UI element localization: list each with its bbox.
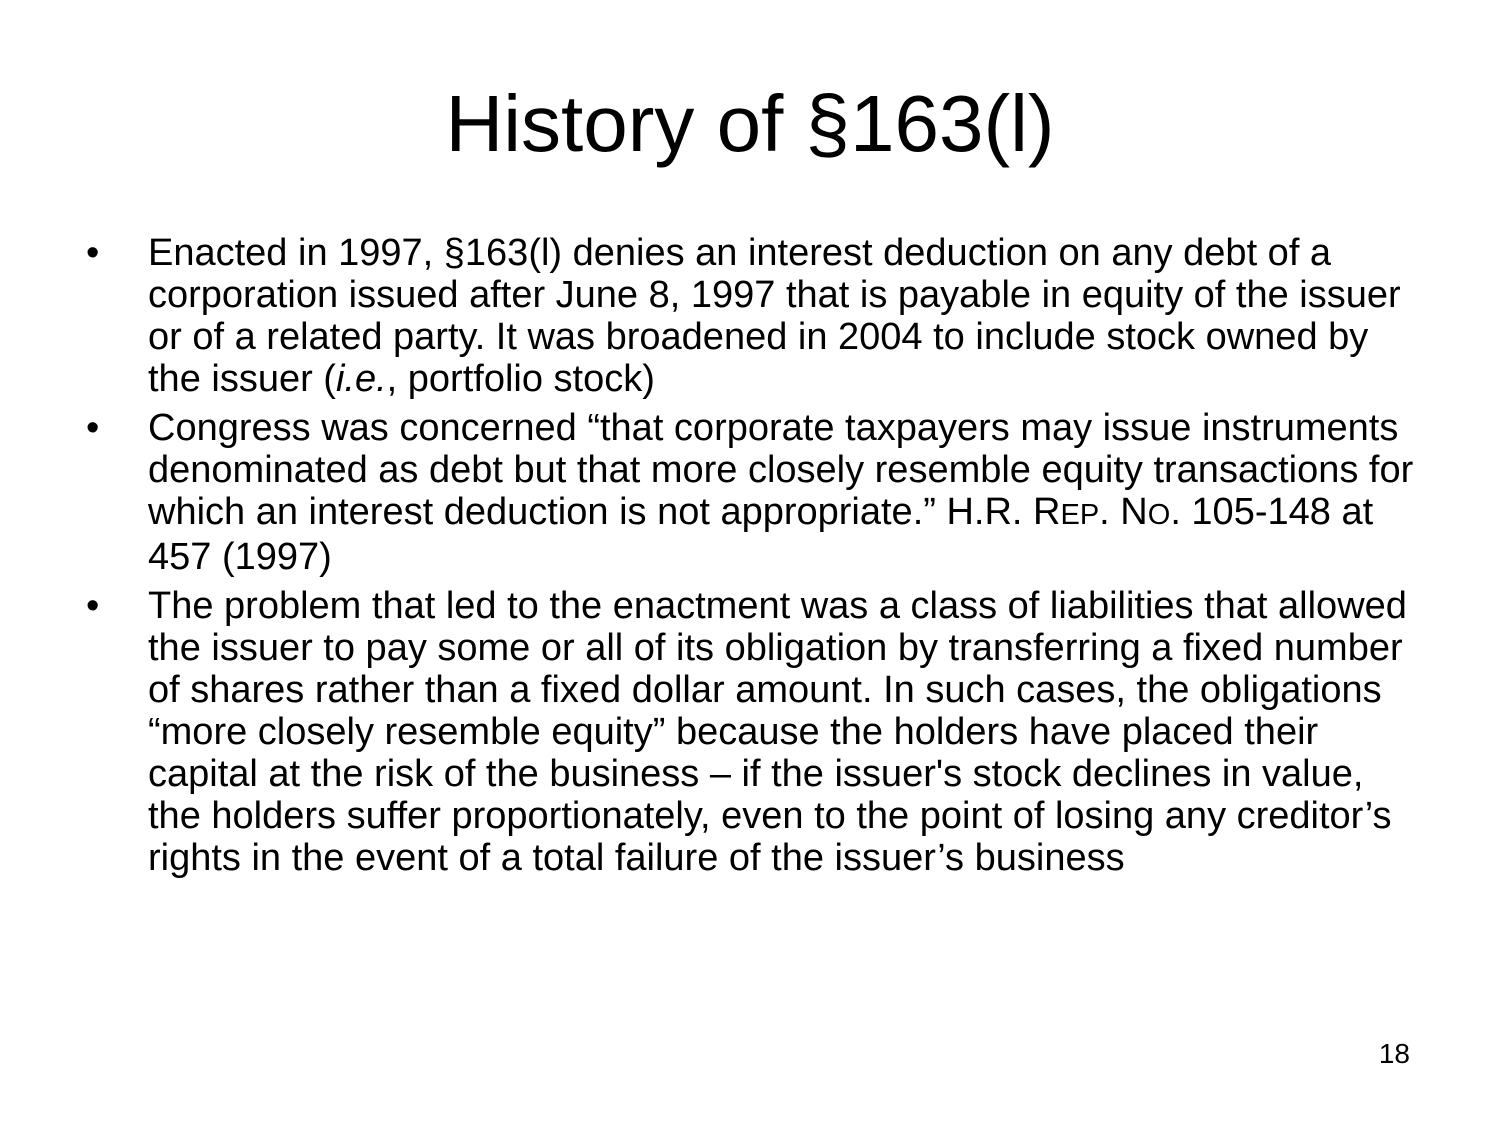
bullet-text xyxy=(148,232,1426,400)
citation-rep-small: EP xyxy=(1060,499,1100,531)
bullet-text xyxy=(148,407,1426,578)
citation-separator: . xyxy=(1099,491,1121,533)
citation-no-initial: N xyxy=(1120,491,1148,533)
bullet-text-part: Congress was concerned “that corporate taxpayers may issue instruments denominated as debt but that more closely resemble equity transactions for which an interest deduction is not appropriate.” H.R. xyxy=(148,407,1414,533)
bullet-text-italic: i.e. xyxy=(335,358,387,400)
bullet-item-problem xyxy=(86,585,1426,879)
bullet-text: The problem that led to the enactment was a class of liabilities that allowed the issuer to pay some or all of its obligation by transferring a fixed number of shares rather than a fixed dollar amount. In such cases, the obligations “more closely resemble equity” because the holders have placed their capital at the risk of the business – if the issuer's stock declines in value, the holders suffer proportionately, even to the point of losing any creditor’s rights in the event of a total failure of the issuer’s business xyxy=(148,585,1407,879)
citation-no-small: O xyxy=(1147,499,1171,531)
slide-title: History of §163(l) xyxy=(445,79,1055,168)
bullet-text-part: Enacted in 1997, §163(l) denies an interest deduction on any debt of a corporation issued after June 8, 1997 that is payable in equity of the issuer or of a related party. It was broadened in 2004 to include stock owned by the issuer ( xyxy=(148,232,1401,400)
bullet-item-enactment xyxy=(86,232,1426,400)
citation-rep-initial: R xyxy=(1033,491,1061,533)
bullet-list xyxy=(86,232,1426,886)
bullet-item-congress xyxy=(86,407,1426,578)
bullet-marker: • xyxy=(86,585,100,627)
page-number: 18 xyxy=(1378,1038,1410,1069)
bullet-text-part: . 105-148 at 457 (1997) xyxy=(148,491,1374,578)
bullet-marker: • xyxy=(86,407,100,449)
bullet-text-part: , portfolio stock) xyxy=(386,358,655,400)
bullet-marker: • xyxy=(86,232,100,274)
